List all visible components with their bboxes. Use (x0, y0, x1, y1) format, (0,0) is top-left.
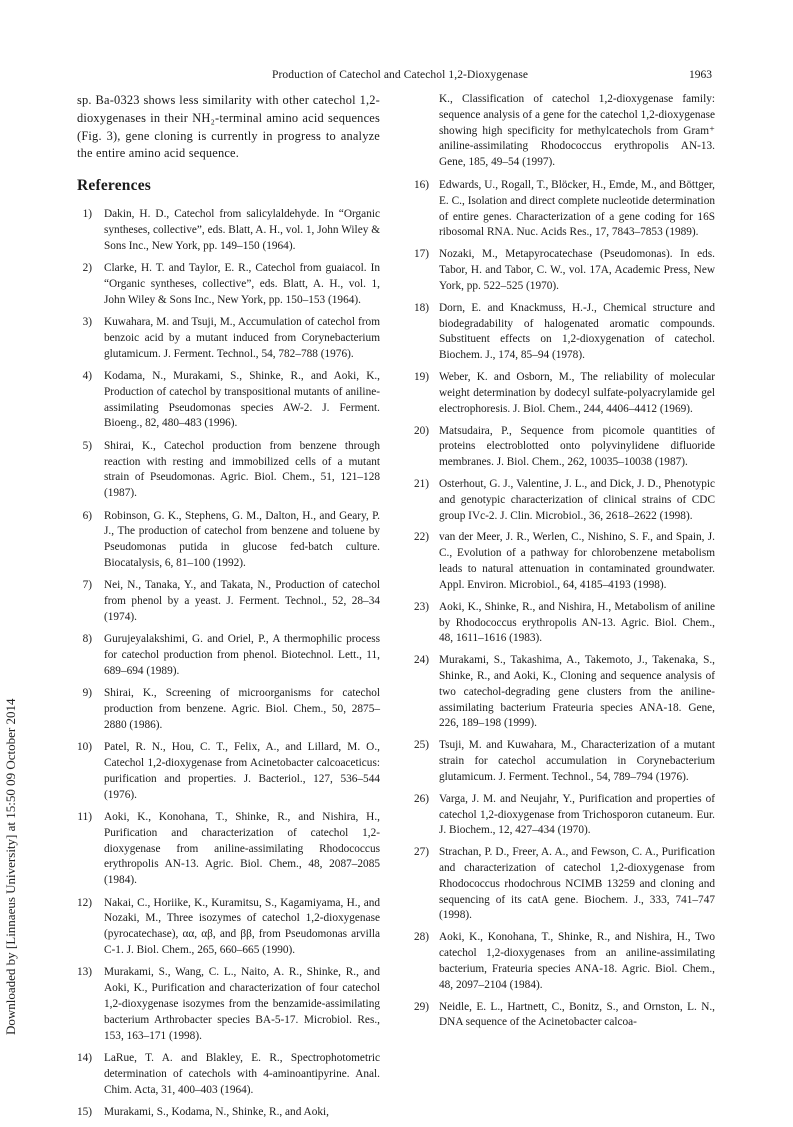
reference-text: Osterhout, G. J., Valentine, J. L., and Dick, J. D., Phenotypic and genotypic characterization of clinical strains of CDC group IVc-2. J. Clin. Microbiol., 36, 2618–2622 (1998). (439, 478, 715, 522)
reference-item (77, 740, 380, 803)
reference-text: Robinson, G. K., Stephens, G. M., Dalton, H., and Geary, P. J., The production of catechol from benzene and toluene by Pseudomonas putida in glucose fed-batch culture. Biocatalysis, 6, 81–100 (1992). (104, 509, 380, 569)
reference-number: 3) (82, 315, 92, 328)
reference-text: Edwards, U., Rogall, T., Blöcker, H., Emde, M., and Böttger, E. C., Isolation and direct complete nucleotide determination of entire genes. Characterization of a gene coding for 16S ribosomal RNA. Nuc. Acids Res., 17, 7843–7853 (1989). (439, 178, 715, 239)
reference-item (77, 509, 380, 572)
reference-item (412, 1000, 715, 1032)
reference-continuation (412, 92, 715, 171)
reference-item (412, 477, 715, 524)
reference-item (77, 578, 380, 625)
reference-continuation-text: K., Classification of catechol 1,2-dioxygenase family: sequence analysis of a gene for the catechol 1,2-dioxygenase showing high specificity for methylcatechols from Gram⁺ aniline-assimilating Rhodococcus erythropolis AN-13. Gene, 185, 49–54 (1997). (439, 93, 715, 169)
reference-number: 22) (413, 531, 429, 544)
reference-text: Nei, N., Tanaka, Y., and Takata, N., Production of catechol from phenol by a yeast. J. Ferment. Technol., 52, 28–34 (1974). (104, 579, 380, 623)
reference-item (412, 930, 715, 993)
reference-item (77, 369, 380, 432)
reference-text: Tsuji, M. and Kuwahara, M., Characterization of a mutant strain for catechol accumulation in Corynebacterium glutamicum. J. Ferment. Technol., 54, 789–794 (1976). (439, 739, 715, 783)
reference-number: 10) (76, 741, 92, 754)
reference-item (412, 792, 715, 839)
reference-text: Weber, K. and Osborn, M., The reliability of molecular weight determination by dodecyl sulfate-polyacrylamide gel electrophoresis. J. Biol. Chem., 244, 4406–4412 (1969). (439, 371, 715, 415)
reference-number: 20) (413, 424, 429, 437)
left-column (77, 92, 380, 1127)
reference-number: 26) (413, 792, 429, 805)
reference-text: Neidle, E. L., Hartnett, C., Bonitz, S., and Ornston, L. N., DNA sequence of the Acinetobacter calcoa- (439, 1000, 715, 1029)
reference-text: Matsudaira, P., Sequence from picomole quantities of proteins electroblotted onto polyvinylidene difluoride membranes. J. Biol. Chem., 262, 10035–10038 (1987). (439, 424, 715, 469)
reference-text: Shirai, K., Screening of microorganisms for catechol production from benzene. Agric. Biol. Chem., 50, 2875–2880 (1986). (104, 687, 380, 731)
download-watermark: Downloaded by [Linnaeus University] at 15:50 09 October 2014 (3, 698, 18, 1035)
reference-number: 28) (413, 931, 429, 944)
page-number: 1963 (689, 69, 712, 81)
reference-item (412, 247, 715, 294)
reference-number: 19) (413, 371, 429, 384)
reference-list-right (412, 178, 715, 1031)
reference-item (412, 530, 715, 593)
reference-number: 27) (413, 846, 429, 859)
reference-item (412, 738, 715, 785)
reference-number: 13) (76, 966, 92, 979)
reference-text: Murakami, S., Takashima, A., Takemoto, J., Takenaka, S., Shinke, R., and Aoki, K., Cloning and sequence analysis of two catechol-degrading gene clusters from the aniline-assimilating bacterium Frateuria species ANA-18. Gene, 226, 189–198 (1999). (439, 654, 715, 730)
reference-number: 5) (82, 439, 92, 452)
reference-item (77, 261, 380, 308)
reference-text: Kuwahara, M. and Tsuji, M., Accumulation of catechol from benzoic acid by a mutant induced from Corynebacterium glutamicum. J. Ferment. Technol., 54, 782–788 (1976). (104, 315, 380, 360)
reference-text: Murakami, S., Kodama, N., Shinke, R., and Aoki, (104, 1105, 329, 1118)
reference-text: Aoki, K., Konohana, T., Shinke, R., and Nishira, H., Purification and characterization of catechol 1,2-dioxygenase from aniline-assimilating Rhodococcus erythropolis AN-13. Agric. Biol. Chem., 48, 2087–2085 (1984). (104, 811, 380, 887)
reference-number: 4) (82, 369, 92, 382)
reference-number: 18) (413, 301, 429, 314)
reference-item (77, 315, 380, 362)
reference-number: 6) (82, 509, 92, 522)
reference-text: Kodama, N., Murakami, S., Shinke, R., and Aoki, K., Production of catechol by transpositional mutants of aniline-assimilating Pseudomonas species AW-2. J. Ferment. Bioeng., 82, 480–483 (1996). (104, 369, 380, 430)
reference-text: Murakami, S., Wang, C. L., Naito, A. R., Shinke, R., and Aoki, K., Purification and characterization of four catechol 1,2-dioxygenase isozymes from the benzamide-assimilating bacterium Arthrobacter species BA-5-17. Microbiol. Res., 153, 163–171 (1998). (104, 966, 380, 1042)
running-header (0, 69, 793, 85)
reference-text: Nozaki, M., Metapyrocatechase (Pseudomonas). In eds. Tabor, H. and Tabor, C. W., vol. 17A, Academic Press, New York, pp. 522–525 (1970). (439, 248, 715, 292)
reference-item (412, 370, 715, 417)
reference-number: 23) (413, 600, 429, 613)
reference-item (77, 1051, 380, 1098)
reference-item (412, 845, 715, 924)
reference-item (412, 424, 715, 471)
reference-number: 12) (76, 896, 92, 909)
reference-number: 14) (76, 1051, 92, 1064)
reference-item (412, 600, 715, 647)
reference-number: 8) (82, 633, 92, 646)
reference-number: 29) (413, 1000, 429, 1013)
intro-paragraph: sp. Ba-0323 shows less similarity with other catechol 1,2-dioxygenases in their NH₂-terminal amino acid sequences (Fig. 3), gene cloning is currently in progress to analyze the entire amino acid sequence. (77, 93, 380, 161)
reference-item (77, 965, 380, 1044)
reference-number: 15) (76, 1105, 92, 1118)
reference-text: Dakin, H. D., Catechol from salicylaldehyde. In “Organic syntheses, collective”, eds. Blatt, A. H., vol. 1, John Wiley & Sons Inc., New York, pp. 149–150 (1964). (104, 207, 380, 252)
right-column (412, 92, 715, 1037)
reference-item (77, 1105, 380, 1121)
reference-number: 21) (413, 478, 429, 490)
reference-text: Strachan, P. D., Freer, A. A., and Fewson, C. A., Purification and characterization of catechol 1,2-dioxygenase from Rhodococcus rhodochrous NCIMB 13259 and cloning and sequencing of its catA gene. Biochem. J., 333, 741–747 (1998). (439, 846, 715, 922)
reference-item (77, 686, 380, 733)
reference-number: 2) (82, 261, 92, 274)
reference-text: Shirai, K., Catechol production from benzene through reaction with resting and immobilized cells of a mutant strain of Pseudomonas. Agric. Biol. Chem., 51, 121–128 (1987). (104, 439, 380, 500)
reference-number: 25) (413, 739, 429, 752)
reference-number: 9) (82, 687, 92, 700)
reference-text: Gurujeyalakshimi, G. and Oriel, P., A thermophilic process for catechol production from phenol. Biotechnol. Lett., 11, 689–694 (1989). (104, 633, 380, 677)
reference-text: LaRue, T. A. and Blakley, E. R., Spectrophotometric determination of catechols with 4-aminoantipyrine. Anal. Chim. Acta, 31, 400–403 (1964). (104, 1051, 380, 1096)
reference-number: 17) (413, 248, 429, 261)
running-title: Production of Catechol and Catechol 1,2-Dioxygenase (272, 69, 529, 81)
reference-item (77, 632, 380, 679)
reference-number: 7) (82, 579, 92, 592)
reference-item (412, 178, 715, 241)
reference-text: Dorn, E. and Knackmuss, H.-J., Chemical structure and biodegradability of halogenated aromatic compounds. Substituent effects on 1,2-dioxygenation of catechol. Biochem. J., 174, 85–94 (1978). (439, 301, 715, 362)
reference-item (77, 810, 380, 889)
reference-text: Aoki, K., Konohana, T., Shinke, R., and Nishira, H., Two catechol 1,2-dioxygenases from an aniline-assimilating bacterium, Frateuria species ANA-18. Agric. Biol. Chem., 48, 2097–2104 (1984). (439, 931, 715, 991)
reference-text: van der Meer, J. R., Werlen, C., Nishino, S. F., and Spain, J. C., Evolution of a pathway for chlorobenzene metabolism leads to natural attenuation in contaminated groundwater. Appl. Environ. Microbiol., 64, 4185–4193 (1998). (439, 531, 715, 591)
reference-text: Aoki, K., Shinke, R., and Nishira, H., Metabolism of aniline by Rhodococcus erythropolis AN-13. Agric. Biol. Chem., 48, 1611–1616 (1983). (439, 600, 715, 645)
reference-item (77, 439, 380, 502)
reference-number: 1) (82, 207, 92, 220)
reference-number: 16) (413, 178, 429, 191)
reference-item (412, 301, 715, 364)
reference-item (77, 896, 380, 959)
reference-number: 11) (77, 811, 92, 824)
reference-item (412, 653, 715, 732)
reference-list-left (77, 207, 380, 1121)
reference-number: 24) (413, 654, 429, 667)
section-heading-references: References (77, 177, 152, 195)
reference-text: Varga, J. M. and Neujahr, Y., Purification and properties of catechol 1,2-dioxygenase from Trichosporon cutaneum. Eur. J. Biochem., 12, 427–434 (1970). (439, 792, 715, 837)
reference-text: Nakai, C., Horiike, K., Kuramitsu, S., Kagamiyama, H., and Nozaki, M., Three isozymes of catechol 1,2-dioxygenase (pyrocatechase), αα, αβ, and ββ, from Pseudomonas arvilla C-1. J. Biol. Chem., 265, 660–665 (1990). (104, 896, 380, 956)
reference-text: Patel, R. N., Hou, C. T., Felix, A., and Lillard, M. O., Catechol 1,2-dioxygenase from Acinetobacter calcoaceticus: purification and properties. J. Bacteriol., 127, 536–544 (1976). (104, 741, 380, 801)
reference-text: Clarke, H. T. and Taylor, E. R., Catechol from guaiacol. In “Organic syntheses, collective”, eds. Blatt, A. H., vol. 1, John Wiley & Sons Inc., New York, pp. 150–153 (1964). (104, 261, 380, 306)
reference-item (77, 207, 380, 254)
